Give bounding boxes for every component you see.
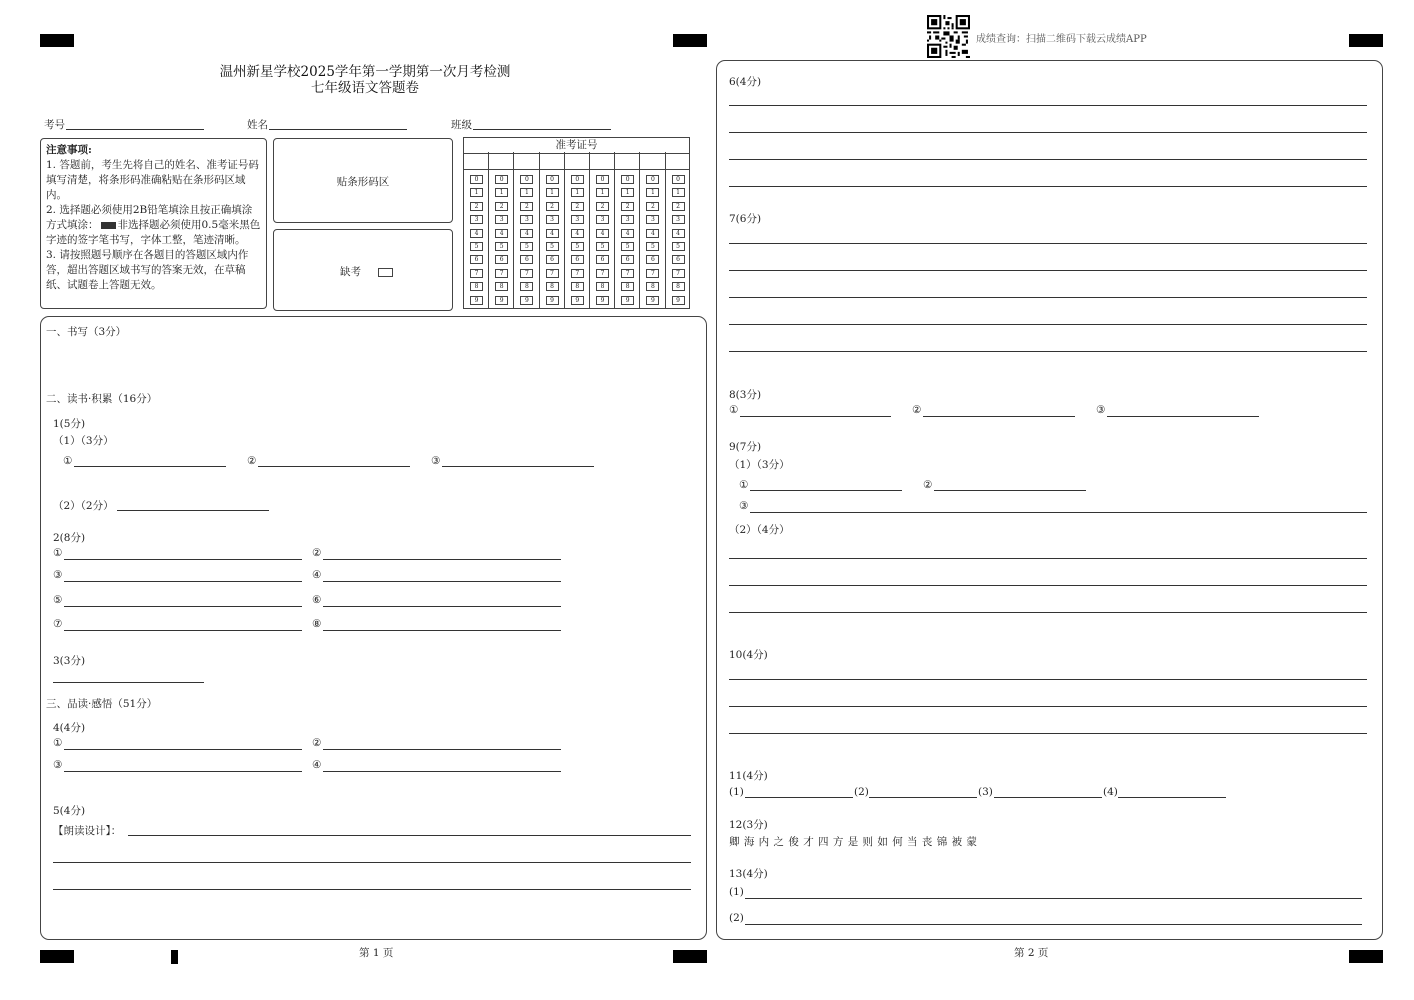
ticket-bubble[interactable]: 7: [495, 269, 508, 278]
exam-no-label: 考号: [44, 119, 65, 131]
ticket-bubble[interactable]: 0: [646, 175, 659, 184]
ticket-bubble[interactable]: 7: [470, 269, 483, 278]
barcode-label: 贴条形码区: [336, 176, 390, 188]
ticket-bubble[interactable]: 2: [546, 202, 559, 211]
absent-checkbox[interactable]: [378, 268, 393, 277]
alignment-mark-bottom-left: [40, 950, 74, 963]
q9-1-blank-3-number: ③: [739, 500, 749, 512]
ticket-column-divider: [488, 152, 489, 309]
reading-design-label: 【朗读设计】：: [53, 825, 122, 837]
ticket-column-divider: [614, 152, 615, 309]
ticket-bubble[interactable]: 9: [672, 296, 685, 305]
q2-blank-4-number: ④: [312, 569, 322, 581]
ticket-title: 准考证号: [464, 138, 689, 154]
q8-blank-1[interactable]: [740, 416, 891, 417]
q3-blank[interactable]: [53, 682, 204, 683]
ticket-bubble[interactable]: 8: [495, 282, 508, 291]
q2-blank-3[interactable]: [64, 581, 302, 582]
q8-blank-1-number: ①: [729, 404, 739, 416]
filled-mark-sample-icon: [101, 222, 116, 229]
q8-blank-3-number: ③: [1096, 404, 1106, 416]
ticket-bubble[interactable]: 4: [546, 229, 559, 238]
q11-blank-1-number: (1): [729, 786, 744, 798]
q1-1-label: （1）（3分）: [53, 435, 114, 447]
ticket-bubble[interactable]: 2: [495, 202, 508, 211]
q10-line-3[interactable]: [729, 733, 1367, 734]
ticket-column-divider: [639, 152, 640, 309]
barcode-area: [273, 138, 453, 223]
q2-blank-6-number: ⑥: [312, 594, 322, 606]
q9-2-line-2[interactable]: [729, 585, 1367, 586]
notice-item-3: 3. 请按照题号顺序在各题目的答题区域内作答，超出答题区域书写的答案无效，在草稿纸、试题卷上答题无效。: [46, 249, 249, 291]
section2-heading: 二、读书·积累（16分）: [46, 393, 158, 405]
section1-heading: 一、书写（3分）: [46, 326, 127, 338]
q4-blank-2-number: ②: [312, 737, 322, 749]
page2-number: 第 2 页: [1014, 947, 1049, 959]
ticket-bubble[interactable]: 3: [520, 215, 533, 224]
ticket-bubble[interactable]: 2: [621, 202, 634, 211]
ticket-bubble[interactable]: 8: [546, 282, 559, 291]
ticket-bubble[interactable]: 9: [596, 296, 609, 305]
ticket-bubble[interactable]: 1: [470, 188, 483, 197]
ticket-bubble[interactable]: 8: [621, 282, 634, 291]
ticket-bubble[interactable]: 7: [646, 269, 659, 278]
page1-number: 第 1 页: [359, 947, 394, 959]
ticket-bubble[interactable]: 7: [546, 269, 559, 278]
q1-2-blank[interactable]: [117, 510, 269, 511]
q9-2-line-3[interactable]: [729, 612, 1367, 613]
answer-section-page2: [716, 60, 1383, 940]
absent-label: 缺考: [340, 266, 361, 278]
q12-characters: 卿 海 内 之 俊 才 四 方 是 则 如 何 当 丧 锦 被 蒙: [729, 836, 978, 848]
ticket-bubble[interactable]: 2: [672, 202, 685, 211]
q6-label: 6(4分): [729, 76, 762, 88]
q9-1-label: （1）（3分）: [729, 459, 790, 471]
q11-blank-2[interactable]: [869, 797, 977, 798]
q2-blank-1-number: ①: [53, 547, 63, 559]
q1-1-blank-2-number: ②: [247, 455, 257, 467]
ticket-bubble[interactable]: 6: [596, 255, 609, 264]
name-label: 姓名: [247, 119, 268, 131]
q6-line-4[interactable]: [729, 186, 1367, 187]
q7-label: 7(6分): [729, 213, 762, 225]
q11-blank-4-number: (4): [1103, 786, 1118, 798]
ticket-column-divider: [539, 152, 540, 309]
ticket-bubble[interactable]: 8: [571, 282, 584, 291]
ticket-bubble[interactable]: 6: [672, 255, 685, 264]
ticket-bubble[interactable]: 7: [596, 269, 609, 278]
ticket-bubble[interactable]: 0: [495, 175, 508, 184]
q13-label: 13(4分): [729, 868, 768, 880]
ticket-bubble[interactable]: 7: [672, 269, 685, 278]
ticket-bubble[interactable]: 5: [495, 242, 508, 251]
ticket-bubble[interactable]: 0: [520, 175, 533, 184]
q1-1-blank-1[interactable]: [74, 466, 226, 467]
q8-label: 8(3分): [729, 389, 762, 401]
exam-subtitle: 七年级语文答题卷: [311, 80, 419, 96]
ticket-bubble[interactable]: 9: [546, 296, 559, 305]
ticket-bubble[interactable]: 9: [520, 296, 533, 305]
class-label: 班级: [451, 119, 472, 131]
q10-line-2[interactable]: [729, 706, 1367, 707]
q13-line-2-number: (2): [729, 912, 744, 924]
ticket-bubble[interactable]: 5: [470, 242, 483, 251]
q8-blank-2-number: ②: [912, 404, 922, 416]
ticket-bubble[interactable]: 3: [571, 215, 584, 224]
q5-line-3[interactable]: [53, 889, 691, 890]
ticket-bubble[interactable]: 9: [621, 296, 634, 305]
qr-code-icon: [927, 15, 970, 58]
ticket-bubble[interactable]: 4: [672, 229, 685, 238]
alignment-mark-bottom-small: [171, 950, 178, 964]
ticket-bubble[interactable]: 5: [520, 242, 533, 251]
ticket-bubble[interactable]: 8: [646, 282, 659, 291]
ticket-bubble[interactable]: 0: [621, 175, 634, 184]
notice-item-1: 1. 答题前，考生先将自己的姓名、准考证号码填写清楚，将条形码准确粘贴在条形码区域内。: [46, 159, 259, 201]
ticket-bubble[interactable]: 4: [470, 229, 483, 238]
ticket-bubble[interactable]: 3: [596, 215, 609, 224]
q9-label: 9(7分): [729, 441, 762, 453]
ticket-bubble[interactable]: 6: [495, 255, 508, 264]
q8-blank-2[interactable]: [923, 416, 1075, 417]
name-field[interactable]: [269, 129, 407, 130]
ticket-bubble[interactable]: 3: [495, 215, 508, 224]
q8-blank-3[interactable]: [1107, 416, 1259, 417]
ticket-bubble[interactable]: 5: [596, 242, 609, 251]
notice-box: [40, 138, 267, 309]
q7-line-4[interactable]: [729, 324, 1367, 325]
q12-label: 12(3分): [729, 819, 768, 831]
ticket-bubble[interactable]: 8: [470, 282, 483, 291]
ticket-bubble[interactable]: 2: [520, 202, 533, 211]
answer-section-page1: [40, 316, 707, 940]
ticket-bubble[interactable]: 6: [520, 255, 533, 264]
alignment-mark-bottom-center: [673, 950, 707, 963]
ticket-bubble[interactable]: 7: [520, 269, 533, 278]
q10-line-1[interactable]: [729, 679, 1367, 680]
qr-caption: 成绩查询：扫描二维码下载云成绩APP: [976, 34, 1147, 45]
q7-line-5[interactable]: [729, 351, 1367, 352]
ticket-bubble[interactable]: 6: [470, 255, 483, 264]
q4-blank-3[interactable]: [64, 771, 302, 772]
ticket-bubble[interactable]: 7: [621, 269, 634, 278]
q2-blank-4[interactable]: [323, 581, 561, 582]
ticket-bubble[interactable]: 6: [621, 255, 634, 264]
q9-2-label: （2）（4分）: [729, 524, 790, 536]
q4-blank-1-number: ①: [53, 737, 63, 749]
alignment-mark-top-right: [1349, 34, 1383, 47]
q13-line-1[interactable]: [745, 898, 1362, 899]
q10-label: 10(4分): [729, 649, 768, 661]
ticket-bubble[interactable]: 0: [672, 175, 685, 184]
q2-blank-3-number: ③: [53, 569, 63, 581]
q4-label: 4(4分): [53, 722, 86, 734]
q4-blank-1[interactable]: [64, 749, 302, 750]
q2-blank-1[interactable]: [64, 559, 302, 560]
q6-line-1[interactable]: [729, 105, 1367, 106]
ticket-column-divider: [665, 152, 666, 309]
ticket-bubble[interactable]: 6: [546, 255, 559, 264]
q11-blank-1[interactable]: [745, 797, 853, 798]
class-field[interactable]: [473, 129, 611, 130]
q2-blank-8[interactable]: [323, 630, 561, 631]
ticket-bubble[interactable]: 9: [646, 296, 659, 305]
ticket-bubble[interactable]: 2: [596, 202, 609, 211]
q9-1-blank-2-number: ②: [923, 479, 933, 491]
q2-blank-6[interactable]: [323, 606, 561, 607]
q5-line-1[interactable]: [128, 835, 691, 836]
q5-line-2[interactable]: [53, 862, 691, 863]
ticket-bubble[interactable]: 3: [646, 215, 659, 224]
q4-blank-4[interactable]: [323, 771, 561, 772]
ticket-bubble[interactable]: 2: [646, 202, 659, 211]
ticket-bubble[interactable]: 0: [596, 175, 609, 184]
ticket-bubble[interactable]: 4: [621, 229, 634, 238]
ticket-bubble[interactable]: 3: [546, 215, 559, 224]
ticket-column-divider: [564, 152, 565, 309]
q7-line-2[interactable]: [729, 270, 1367, 271]
q7-line-1[interactable]: [729, 243, 1367, 244]
ticket-bubble[interactable]: 3: [470, 215, 483, 224]
ticket-bubble[interactable]: 3: [621, 215, 634, 224]
ticket-bubble[interactable]: 4: [571, 229, 584, 238]
ticket-bubble[interactable]: 4: [646, 229, 659, 238]
q1-1-blank-3[interactable]: [442, 466, 594, 467]
ticket-bubble[interactable]: 1: [672, 188, 685, 197]
q2-blank-5[interactable]: [64, 606, 302, 607]
q2-blank-8-number: ⑧: [312, 618, 322, 630]
q13-line-2[interactable]: [745, 924, 1362, 925]
q11-blank-3-number: (3): [978, 786, 993, 798]
q1-1-blank-3-number: ③: [431, 455, 441, 467]
ticket-bubble[interactable]: 5: [546, 242, 559, 251]
ticket-bubble[interactable]: 9: [495, 296, 508, 305]
ticket-bubble[interactable]: 5: [646, 242, 659, 251]
alignment-mark-top-left: [40, 34, 74, 47]
q6-line-3[interactable]: [729, 159, 1367, 160]
q7-line-3[interactable]: [729, 297, 1367, 298]
ticket-bubble[interactable]: 0: [571, 175, 584, 184]
q9-1-blank-3[interactable]: [750, 512, 1367, 513]
ticket-bubble[interactable]: 5: [672, 242, 685, 251]
ticket-bubble[interactable]: 3: [672, 215, 685, 224]
ticket-bubble[interactable]: 4: [596, 229, 609, 238]
ticket-bubble[interactable]: 5: [571, 242, 584, 251]
q1-label: 1(5分): [53, 418, 86, 430]
q9-2-line-1[interactable]: [729, 558, 1367, 559]
ticket-bubble[interactable]: 0: [546, 175, 559, 184]
q2-label: 2(8分): [53, 532, 86, 544]
ticket-bubble[interactable]: 0: [470, 175, 483, 184]
ticket-bubble[interactable]: 6: [571, 255, 584, 264]
alignment-mark-bottom-right: [1349, 950, 1383, 963]
ticket-bubble[interactable]: 1: [571, 188, 584, 197]
ticket-bubble[interactable]: 1: [646, 188, 659, 197]
ticket-bubble[interactable]: 1: [520, 188, 533, 197]
alignment-mark-top-center: [673, 34, 707, 47]
ticket-bubble[interactable]: 8: [520, 282, 533, 291]
q2-blank-2[interactable]: [323, 559, 561, 560]
q2-blank-7-number: ⑦: [53, 618, 63, 630]
exam-title: 温州新星学校2025学年第一学期第一次月考检测: [219, 64, 511, 80]
q1-1-blank-2[interactable]: [258, 466, 410, 467]
q2-blank-5-number: ⑤: [53, 594, 63, 606]
q6-line-2[interactable]: [729, 132, 1367, 133]
ticket-column-divider: [589, 152, 590, 309]
q11-label: 11(4分): [729, 770, 768, 782]
section3-heading: 三、品读·感悟（51分）: [46, 698, 158, 710]
q9-1-blank-2[interactable]: [934, 490, 1086, 491]
q11-blank-2-number: (2): [854, 786, 869, 798]
ticket-bubble[interactable]: 1: [495, 188, 508, 197]
q2-blank-2-number: ②: [312, 547, 322, 559]
q3-label: 3(3分): [53, 655, 86, 667]
ticket-bubble[interactable]: 1: [621, 188, 634, 197]
q4-blank-3-number: ③: [53, 759, 63, 771]
ticket-bubble[interactable]: 6: [646, 255, 659, 264]
q1-2-label: （2）（2分）: [53, 500, 114, 512]
ticket-bubble[interactable]: 8: [596, 282, 609, 291]
ticket-bubble[interactable]: 7: [571, 269, 584, 278]
notice-item-2: 2. 选择题必须使用2B铅笔填涂且按正确填涂方式填涂：: [46, 204, 253, 231]
q9-1-blank-1-number: ①: [739, 479, 749, 491]
q9-1-blank-1[interactable]: [750, 490, 902, 491]
ticket-bubble[interactable]: 5: [621, 242, 634, 251]
ticket-bubble[interactable]: 1: [546, 188, 559, 197]
ticket-bubble[interactable]: 8: [672, 282, 685, 291]
notice-heading: 注意事项:: [46, 144, 92, 156]
ticket-bubble[interactable]: 4: [495, 229, 508, 238]
absent-box: [273, 229, 453, 311]
q5-label: 5(4分): [53, 805, 86, 817]
q11-blank-3[interactable]: [994, 797, 1102, 798]
ticket-bubble[interactable]: 1: [596, 188, 609, 197]
ticket-bubble[interactable]: 2: [470, 202, 483, 211]
q2-blank-7[interactable]: [64, 630, 302, 631]
q4-blank-2[interactable]: [323, 749, 561, 750]
ticket-bubble[interactable]: 4: [520, 229, 533, 238]
ticket-bubble[interactable]: 2: [571, 202, 584, 211]
notice-item-2b: 非选择题必须使用0.5毫米黑色字迹的签字笔书写，字体工整，笔迹清晰。: [46, 219, 261, 246]
ticket-column-divider: [513, 152, 514, 309]
q11-blank-4[interactable]: [1118, 797, 1226, 798]
exam-no-field[interactable]: [66, 129, 204, 130]
q13-line-1-number: (1): [729, 886, 744, 898]
q1-1-blank-1-number: ①: [63, 455, 73, 467]
ticket-bubble[interactable]: 9: [571, 296, 584, 305]
ticket-bubble[interactable]: 9: [470, 296, 483, 305]
q4-blank-4-number: ④: [312, 759, 322, 771]
